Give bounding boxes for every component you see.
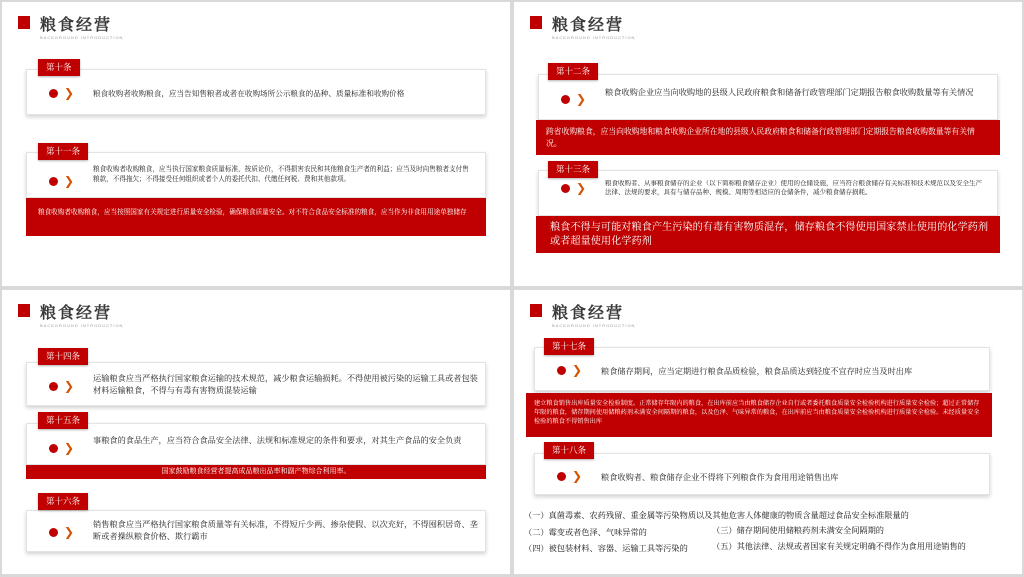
slide-2 bbox=[514, 2, 1022, 286]
article-13-card bbox=[538, 170, 998, 216]
red-dot-icon bbox=[49, 382, 58, 391]
article-12-card bbox=[538, 74, 998, 120]
article-13-text: 粮食收购者、从事粮食储存的企业（以下简称粮食储存企业）使用的仓储设施，应当符合粮食储存有关标准和技术规范以及安全生产法律、法规的要求，具有与储存品种、规模、周期等相适应的仓储条件，减少粮食储存损耗。 bbox=[605, 180, 982, 196]
list-item-3: （三）储存期间使用储粮药剂未满安全间隔期的 bbox=[712, 526, 884, 535]
red-dot-icon bbox=[49, 444, 58, 453]
article-17-card bbox=[534, 347, 990, 391]
red-dot-icon bbox=[557, 472, 566, 481]
article-14-card bbox=[26, 362, 486, 406]
chevron-right-icon: ❯ bbox=[64, 525, 75, 539]
header-square bbox=[18, 304, 30, 317]
article-17-band: 建立粮食销售出库质量安全检验制度。正常储存年限内的粮食，在出库前应当由粮食储存企业自行或者委托粮食质量安全检验机构进行质量安全检验；超过正常储存年限的粮食，储存期间使用储粮药剂未满安全间隔期的粮食，以及色泽、气味异常的粮食，在出库前应当由粮食质量安全检验机构进行质量安全检验。未经质量安全检验的粮食不得销售出库 bbox=[526, 393, 992, 437]
article-14-tag: 第十四条 bbox=[38, 348, 88, 365]
slide-4 bbox=[514, 290, 1022, 574]
section-title: 粮食经营 bbox=[40, 17, 113, 34]
article-11-card bbox=[26, 152, 486, 198]
chevron-right-icon: ❯ bbox=[572, 469, 583, 483]
list-item-2: （二）霉变或者色泽、气味异常的 bbox=[524, 528, 647, 537]
red-dot-icon bbox=[49, 177, 58, 186]
header-square bbox=[530, 16, 542, 29]
chevron-right-icon: ❯ bbox=[64, 441, 75, 455]
red-dot-icon bbox=[557, 366, 566, 375]
article-15-tag: 第十五条 bbox=[38, 412, 88, 429]
article-11-text: 粮食收购者收购粮食，应当执行国家粮食质量标准，按质论价，不得损害农民和其他粮食生产者的利益；应当及时向售粮者支付售粮款，不得拖欠；不得接受任何组织或者个人的委托代扣、代缴任何税、费和其他款项。 bbox=[93, 166, 469, 183]
red-dot-icon bbox=[49, 89, 58, 98]
article-10-card bbox=[26, 69, 486, 115]
article-18-tag: 第十八条 bbox=[544, 442, 594, 459]
section-subtitle: BACKGROUND INTRODUCTION bbox=[40, 323, 124, 328]
section-subtitle: BACKGROUND INTRODUCTION bbox=[552, 35, 636, 40]
chevron-right-icon: ❯ bbox=[64, 379, 75, 393]
slide-1 bbox=[2, 2, 510, 286]
header-square bbox=[530, 304, 542, 317]
article-12-tag: 第十二条 bbox=[548, 63, 598, 80]
list-item-4: （四）被包装材料、容器、运输工具等污染的 bbox=[524, 544, 688, 553]
article-15-card bbox=[26, 423, 486, 465]
article-16-card bbox=[26, 510, 486, 552]
article-12-text: 粮食收购企业应当向收购地的县级人民政府粮食和储备行政管理部门定期报告粮食收购数量等有关情况 bbox=[605, 88, 974, 97]
red-dot-icon bbox=[561, 95, 570, 104]
section-subtitle: BACKGROUND INTRODUCTION bbox=[40, 35, 124, 40]
article-13-tag: 第十三条 bbox=[548, 161, 598, 178]
article-14-text: 运输粮食应当严格执行国家粮食运输的技术规范，减少粮食运输损耗。不得使用被污染的运输工具或者包装材料运输粮食，不得与有毒有害物质混装运输 bbox=[93, 374, 478, 395]
section-title: 粮食经营 bbox=[552, 305, 625, 322]
article-11-tag: 第十一条 bbox=[38, 143, 88, 160]
article-17-text: 粮食储存期间，应当定期进行粮食品质检验，粮食品质达到轻度不宜存时应当及时出库 bbox=[601, 367, 913, 376]
article-15-text: 事粮食的食品生产，应当符合食品安全法律、法规和标准规定的条件和要求，对其生产食品的安全负责 bbox=[93, 436, 462, 445]
chevron-right-icon: ❯ bbox=[572, 363, 583, 377]
article-12-band: 跨省收购粮食，应当向收购地和粮食收购企业所在地的县级人民政府粮食和储备行政管理部门定期报告粮食收购数量等有关情况。 bbox=[536, 120, 1000, 155]
article-15-band: 国家鼓励粮食经营者提高成品粮出品率和副产物综合利用率。 bbox=[26, 465, 486, 479]
header-square bbox=[18, 16, 30, 29]
red-dot-icon bbox=[561, 184, 570, 193]
article-11-band: 粮食收购者收购粮食，应当按照国家有关规定进行质量安全检验，确保粮食质量安全。对不符合食品安全标准的粮食，应当作为非食用用途单独储存 bbox=[26, 198, 486, 236]
chevron-right-icon: ❯ bbox=[64, 86, 75, 100]
article-13-band: 粮食不得与可能对粮食产生污染的有毒有害物质混存，储存粮食不得使用国家禁止使用的化学药剂或者超量使用化学药剂 bbox=[536, 216, 1000, 253]
article-17-tag: 第十七条 bbox=[544, 338, 594, 355]
chevron-right-icon: ❯ bbox=[576, 92, 587, 106]
section-title: 粮食经营 bbox=[40, 305, 113, 322]
slide-3 bbox=[2, 290, 510, 574]
list-item-1: （一）真菌毒素、农药残留、重金属等污染物质以及其他危害人体健康的物质含量超过食品安全标准限量的 bbox=[524, 511, 909, 520]
article-10-text: 粮食收购者收购粮食，应当告知售粮者或者在收购场所公示粮食的品种、质量标准和收购价格 bbox=[93, 89, 405, 98]
chevron-right-icon: ❯ bbox=[576, 181, 587, 195]
section-subtitle: BACKGROUND INTRODUCTION bbox=[552, 323, 636, 328]
article-16-tag: 第十六条 bbox=[38, 493, 88, 510]
chevron-right-icon: ❯ bbox=[64, 174, 75, 188]
section-title: 粮食经营 bbox=[552, 17, 625, 34]
article-16-text: 销售粮食应当严格执行国家粮食质量等有关标准，不得短斤少两、掺杂使假、以次充好，不得囤积居奇、垄断或者操纵粮食价格、欺行霸市 bbox=[93, 520, 478, 541]
list-item-5: （五）其他法律、法规或者国家有关规定明确不得作为食用用途销售的 bbox=[712, 542, 966, 551]
article-10-tag: 第十条 bbox=[38, 59, 80, 76]
article-18-card bbox=[534, 453, 990, 495]
red-dot-icon bbox=[49, 528, 58, 537]
article-18-text: 粮食收购者、粮食储存企业不得将下列粮食作为食用用途销售出库 bbox=[601, 473, 839, 482]
